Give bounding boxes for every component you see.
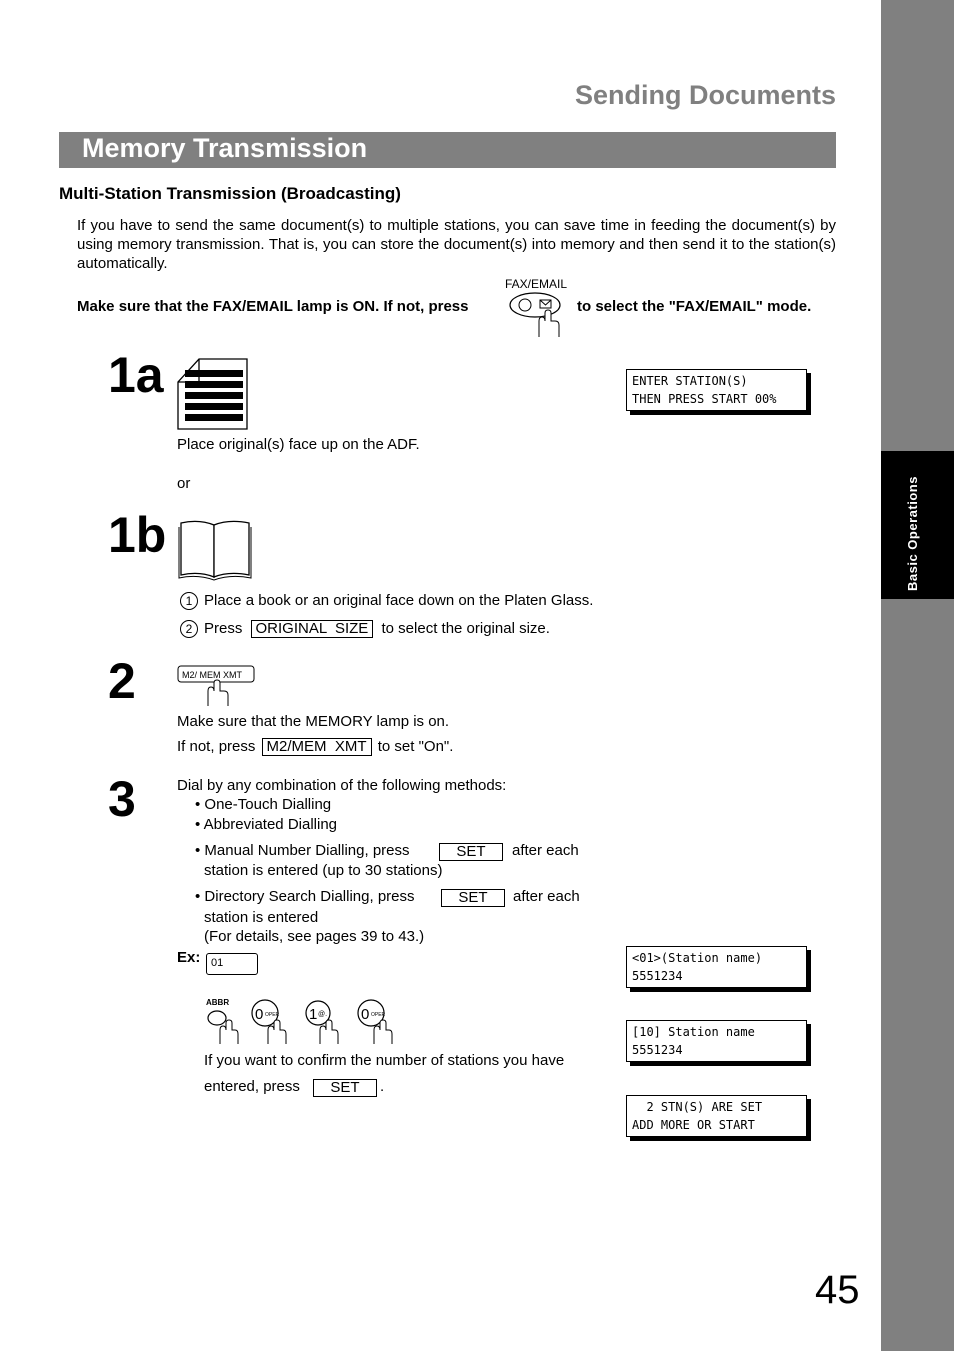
- sidebar-tab: [881, 451, 954, 599]
- svg-text:@.: @.: [318, 1011, 328, 1018]
- mode-note-after: to select the "FAX/EMAIL" mode.: [577, 298, 812, 315]
- bullet-directory: • Directory Search Dialling, press: [195, 888, 415, 905]
- bullet-directory-after: after each: [513, 888, 580, 905]
- bullet-directory-line2: station is entered: [204, 909, 319, 926]
- set-key: SET: [439, 843, 503, 861]
- step-2-line1: Make sure that the MEMORY lamp is on.: [177, 713, 450, 730]
- one-key-icon: [306, 1001, 338, 1044]
- lcd-line: 5551234: [632, 1043, 683, 1057]
- lcd-line: THEN PRESS START 00%: [632, 392, 777, 406]
- step-1a-number: 1a: [108, 347, 164, 403]
- abbr-key-label: ABBR: [206, 998, 230, 1007]
- item-text: to select the original size.: [381, 620, 550, 637]
- svg-text:0: 0: [255, 1006, 264, 1023]
- or-text: or: [177, 475, 191, 492]
- example-label: Ex:: [177, 949, 201, 966]
- svg-text:OPER: OPER: [265, 1012, 280, 1018]
- svg-text:OPER: OPER: [371, 1012, 386, 1018]
- example-display: 01: [206, 953, 258, 975]
- lcd-line: ADD MORE OR START: [632, 1118, 755, 1132]
- intro-paragraph: If you have to send the same document(s) to multiple stations, you can save time in feeding the document(s) by using memory transmission. That is, you can store the document(s) into memory and then send it to the station(s) automatically.: [77, 217, 836, 272]
- step-2-number: 2: [108, 653, 136, 709]
- step-2-after: to set "On".: [377, 738, 454, 755]
- zero-key-icon: [252, 1000, 286, 1044]
- mem-xmt-key-icon: [177, 665, 257, 707]
- svg-text:0: 0: [361, 1006, 370, 1023]
- bullet-manual: • Manual Number Dialling, press: [195, 842, 410, 859]
- step-1b-number: 1b: [108, 507, 167, 563]
- step-1b-item-1: [180, 592, 593, 610]
- lcd-line: 2 STN(S) ARE SET: [632, 1100, 763, 1114]
- mem-xmt-key-label: M2/ MEM XMT: [182, 670, 242, 680]
- circled-number: 1: [180, 592, 198, 610]
- step-3-intro: Dial by any combination of the following methods:: [177, 777, 507, 794]
- original-size-key: ORIGINAL SIZE: [251, 620, 374, 638]
- lcd-display-station: [626, 946, 807, 988]
- step-3-number: 3: [108, 771, 136, 827]
- fax-email-key-icon: [509, 291, 565, 339]
- item-text: Place a book or an original face down on the Platen Glass.: [204, 592, 594, 609]
- item-text: Press: [204, 620, 243, 637]
- abbr-key-icon: [206, 998, 238, 1044]
- step-1a-text: Place original(s) face up on the ADF.: [177, 436, 420, 453]
- step-2-line2: [177, 738, 453, 756]
- zero-key-icon: [358, 1000, 392, 1044]
- lcd-display-stations-set: [626, 1095, 807, 1137]
- sidebar: [881, 0, 954, 1351]
- mode-note-before: Make sure that the FAX/EMAIL lamp is ON. If not, press: [77, 298, 469, 315]
- fax-email-key-label: FAX/EMAIL: [505, 277, 568, 291]
- banner: [59, 132, 836, 168]
- bullet-one-touch: • One-Touch Dialling: [195, 796, 332, 813]
- adf-document-icon: [177, 358, 249, 430]
- bullet-manual-line2: station is entered (up to 30 stations): [204, 862, 443, 879]
- subheading: Multi-Station Transmission (Broadcasting): [59, 184, 401, 203]
- lcd-line: <01>(Station name): [632, 951, 763, 965]
- mem-xmt-key: M2/MEM XMT: [262, 738, 372, 756]
- open-book-icon: [177, 517, 253, 581]
- bullet-manual-after: after each: [512, 842, 579, 859]
- section-title: Sending Documents: [574, 80, 836, 110]
- confirm-line1: If you want to confirm the number of stations you have: [204, 1052, 565, 1069]
- lcd-display-1a: [626, 369, 807, 411]
- bullet-abbreviated: • Abbreviated Dialling: [195, 816, 338, 833]
- lcd-line: ENTER STATION(S): [632, 374, 748, 388]
- confirm-after: .: [380, 1078, 385, 1095]
- page-number: 45: [815, 1268, 860, 1312]
- circled-number: 2: [180, 620, 198, 638]
- sidebar-tab-label: Basic Operations: [905, 476, 920, 591]
- bullet-directory-line3: (For details, see pages 39 to 43.): [204, 928, 425, 945]
- keypress-sequence: [202, 996, 398, 1046]
- step-1b-item-2: [180, 620, 550, 638]
- set-key: SET: [441, 889, 505, 907]
- step-2-before: If not, press: [177, 738, 256, 755]
- banner-title: Memory Transmission: [82, 133, 368, 163]
- confirm-before: entered, press: [204, 1078, 300, 1095]
- lcd-display-station-10: [626, 1020, 807, 1062]
- lcd-line: 5551234: [632, 969, 683, 983]
- set-key: SET: [313, 1079, 377, 1097]
- lcd-line: [10] Station name: [632, 1025, 755, 1039]
- svg-text:1: 1: [309, 1006, 318, 1023]
